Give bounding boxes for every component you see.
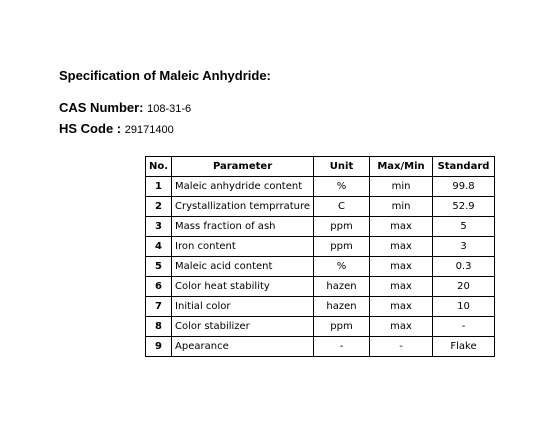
cell-parameter: Initial color xyxy=(172,297,314,317)
cell-maxmin: max xyxy=(370,217,433,237)
cell-parameter: Apearance xyxy=(172,337,314,357)
cell-parameter: Crystallization temprrature xyxy=(172,197,314,217)
hs-code-line xyxy=(59,121,174,136)
cell-parameter: Color stabilizer xyxy=(172,317,314,337)
cell-no: 5 xyxy=(146,257,172,277)
cell-maxmin: max xyxy=(370,237,433,257)
cell-standard: - xyxy=(433,317,495,337)
header-standard: Standard xyxy=(433,157,495,177)
cell-no: 6 xyxy=(146,277,172,297)
cell-unit: ppm xyxy=(314,217,370,237)
hs-code-label: HS Code : xyxy=(59,121,122,136)
cell-parameter: Maleic acid content xyxy=(172,257,314,277)
cell-no: 2 xyxy=(146,197,172,217)
table-row xyxy=(146,197,495,217)
cell-maxmin: max xyxy=(370,277,433,297)
header-unit: Unit xyxy=(314,157,370,177)
cell-unit: C xyxy=(314,197,370,217)
cell-maxmin: max xyxy=(370,317,433,337)
table-row xyxy=(146,277,495,297)
cell-standard: Flake xyxy=(433,337,495,357)
table-row xyxy=(146,317,495,337)
cell-unit: % xyxy=(314,177,370,197)
header-parameter: Parameter xyxy=(172,157,314,177)
cell-maxmin: min xyxy=(370,177,433,197)
cell-maxmin: max xyxy=(370,257,433,277)
cell-no: 9 xyxy=(146,337,172,357)
cell-no: 7 xyxy=(146,297,172,317)
cell-maxmin: - xyxy=(370,337,433,357)
cell-unit: % xyxy=(314,257,370,277)
specification-table xyxy=(145,156,495,357)
cell-standard: 99.8 xyxy=(433,177,495,197)
cell-no: 3 xyxy=(146,217,172,237)
table-row xyxy=(146,257,495,277)
cell-unit: ppm xyxy=(314,237,370,257)
cell-maxmin: max xyxy=(370,297,433,317)
cell-standard: 5 xyxy=(433,217,495,237)
document-title: Specification of Maleic Anhydride: xyxy=(59,68,271,83)
cell-parameter: Color heat stability xyxy=(172,277,314,297)
cell-no: 4 xyxy=(146,237,172,257)
header-maxmin: Max/Min xyxy=(370,157,433,177)
cell-unit: ppm xyxy=(314,317,370,337)
cell-unit: hazen xyxy=(314,277,370,297)
cell-standard: 10 xyxy=(433,297,495,317)
cas-number-label: CAS Number: xyxy=(59,100,144,115)
cell-no: 8 xyxy=(146,317,172,337)
cell-maxmin: min xyxy=(370,197,433,217)
table-row xyxy=(146,217,495,237)
cell-unit: hazen xyxy=(314,297,370,317)
table-row xyxy=(146,237,495,257)
cell-parameter: Mass fraction of ash xyxy=(172,217,314,237)
cell-parameter: Iron content xyxy=(172,237,314,257)
table-header-row xyxy=(146,157,495,177)
table-row xyxy=(146,177,495,197)
cas-number-line xyxy=(59,100,191,115)
cell-standard: 20 xyxy=(433,277,495,297)
cell-standard: 52.9 xyxy=(433,197,495,217)
table-row xyxy=(146,297,495,317)
cell-standard: 3 xyxy=(433,237,495,257)
hs-code-value: 29171400 xyxy=(124,124,174,136)
cell-unit: - xyxy=(314,337,370,357)
cell-parameter: Maleic anhydride content xyxy=(172,177,314,197)
header-no: No. xyxy=(146,157,172,177)
table-row xyxy=(146,337,495,357)
cell-no: 1 xyxy=(146,177,172,197)
cell-standard: 0.3 xyxy=(433,257,495,277)
cas-number-value: 108-31-6 xyxy=(147,103,192,115)
